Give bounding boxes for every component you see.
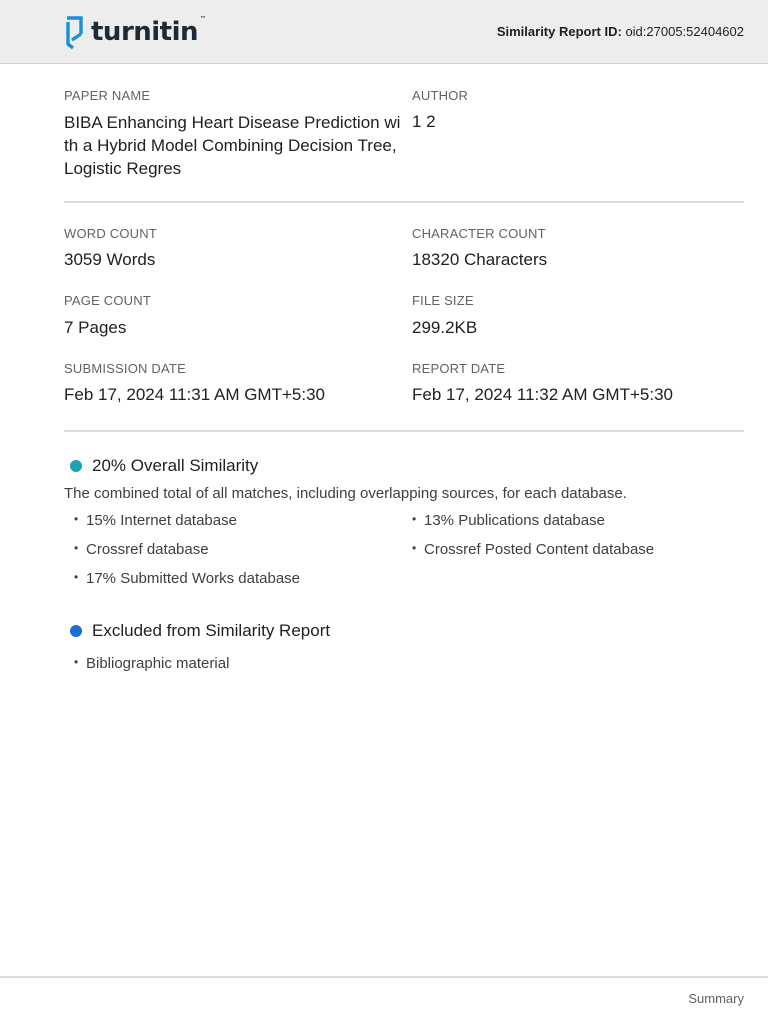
divider: [64, 430, 744, 432]
excluded-dot-icon: [70, 625, 82, 637]
character-count-value: 18320 Characters: [412, 250, 548, 269]
file-size-label: FILE SIZE: [412, 293, 474, 308]
excluded-title: Excluded from Similarity Report: [92, 621, 331, 640]
character-count-label: CHARACTER COUNT: [412, 226, 546, 241]
paper-name-value: BIBA Enhancing Heart Disease Prediction with a Hybrid Model Combining Decision Tree, Logistic Regres: [64, 113, 401, 178]
footer-divider: [0, 976, 768, 978]
footer-summary-label: Summary: [688, 991, 744, 1006]
turnitin-logo: [64, 13, 207, 51]
report-header: [0, 0, 768, 64]
bullet-icon: •: [74, 512, 79, 526]
brand-name: turnitin ™: [91, 15, 207, 47]
page-count-label: PAGE COUNT: [64, 293, 151, 308]
list-item: • 15% Internet database: [74, 512, 237, 529]
list-item: • 17% Submitted Works database: [74, 570, 301, 587]
similarity-dot-icon: [70, 460, 82, 472]
report-date-label: REPORT DATE: [412, 361, 506, 376]
similarity-report-id: [497, 24, 744, 39]
divider: [64, 201, 744, 203]
bullet-icon: •: [74, 570, 79, 584]
paper-name-label: PAPER NAME: [64, 88, 151, 103]
overall-similarity-heading: [70, 456, 258, 476]
bullet-icon: •: [74, 655, 79, 669]
author-label: AUTHOR: [412, 88, 469, 103]
turnitin-logo-icon: [64, 14, 86, 50]
word-count-label: WORD COUNT: [64, 226, 157, 241]
similarity-description: The combined total of all matches, including overlapping sources, for each database.: [64, 485, 627, 502]
page-count-value: 7 Pages: [64, 318, 127, 337]
author-value: 1 2: [412, 112, 436, 131]
list-item: • Crossref database: [74, 541, 209, 558]
bullet-icon: •: [74, 541, 79, 555]
submission-date-value: Feb 17, 2024 11:31 AM GMT+5:30: [64, 385, 325, 404]
bullet-icon: •: [412, 512, 417, 526]
excluded-heading: [70, 621, 330, 641]
bullet-icon: •: [412, 541, 417, 555]
report-id-label: Similarity Report ID:: [496, 24, 622, 39]
report-id-value: oid:27005:52404602: [625, 24, 744, 39]
list-item: • Bibliographic material: [74, 655, 230, 672]
overall-similarity-title: 20% Overall Similarity: [92, 456, 259, 475]
submission-date-label: SUBMISSION DATE: [64, 361, 186, 376]
list-item: • Crossref Posted Content database: [412, 541, 655, 558]
list-item: • 13% Publications database: [412, 512, 605, 529]
report-date-value: Feb 17, 2024 11:32 AM GMT+5:30: [412, 385, 673, 404]
word-count-value: 3059 Words: [64, 250, 156, 269]
file-size-value: 299.2KB: [412, 318, 478, 337]
